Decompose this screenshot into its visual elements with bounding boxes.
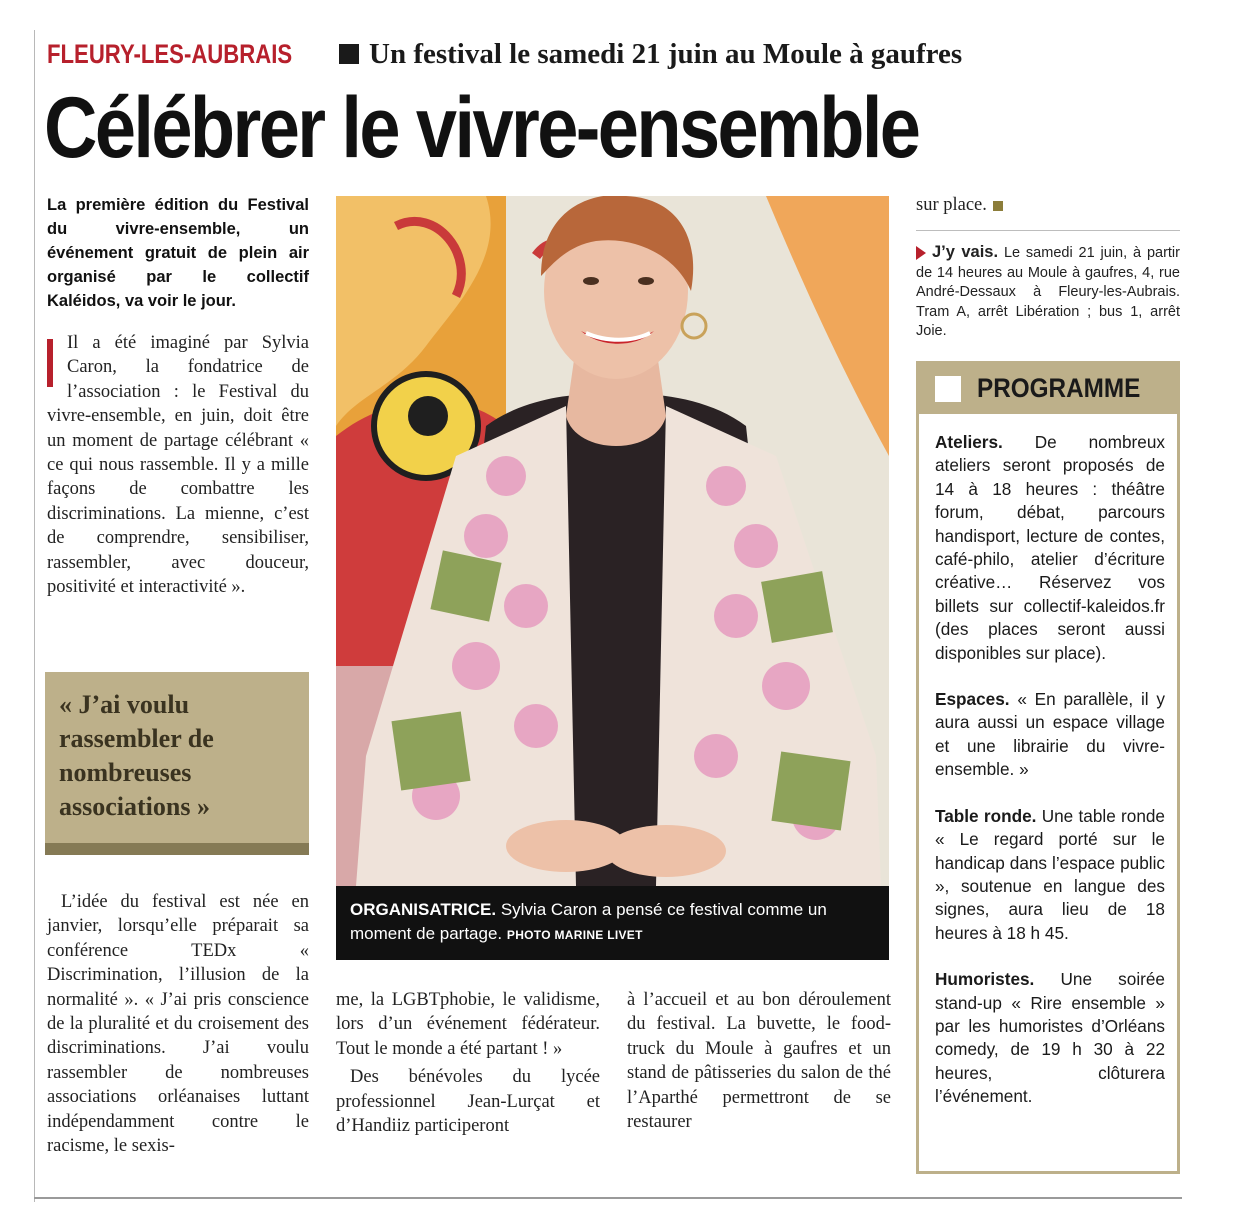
caption-text: Sylvia Caron a pensé ce festival comme un moment de partage.	[350, 900, 827, 943]
photo-credit: PHOTO MARINE LIVET	[506, 928, 643, 942]
body-column-3	[627, 988, 891, 1134]
pull-quote-box	[45, 672, 309, 844]
kicker-square-icon	[339, 44, 359, 64]
dropcap-letter: I	[67, 333, 74, 353]
standfirst: La première édition du Festival du vivre-ensemble, un événement gratuit de plein air organisé par le collectif Kaléidos, va voir le jour.	[47, 196, 309, 310]
bottom-rule	[34, 1197, 1182, 1199]
practical-info	[916, 243, 1180, 342]
sidebar-rule	[916, 230, 1180, 231]
body-column-1-bottom	[47, 890, 309, 1158]
body-text-2: L’idée du festival est née en janvier, lorsqu’elle préparait sa conférence TEDx « Discrimination, l’illusion de la normalité ». « J’ai pris conscience de la pluralité et du croisement des discriminations. J’ai voulu rassembler de nombreuses associations orléanaises luttant indépendamment contre le racisme, le sexis-	[47, 892, 309, 1157]
pull-quote-bar	[45, 843, 309, 855]
body-text-6: sur place.	[916, 195, 987, 215]
body-column-4-top	[916, 195, 1003, 216]
programme-item: Humoristes. Une soirée stand-up « Rire ensemble » par les humoristes d’Orléans comedy, de 19 h 30 à 22 heures, clôturera l’événement.	[935, 969, 1165, 1107]
programme-item: Ateliers. De nombreux ateliers seront proposés de 14 à 18 heures : théâtre forum, débat, parcours handisport, lecture de contes, café-philo, atelier d’écriture créative… Réservez vos billets sur collectif-kaleidos.fr (des places seront aussi disponibles sur place).	[935, 432, 1165, 663]
left-margin-rule	[34, 30, 35, 1202]
end-of-article-icon	[993, 201, 1003, 211]
programme-header	[919, 364, 1177, 414]
programme-item: Espaces. « En parallèle, il y aura aussi un espace village et une librairie du vivre-ensemble. »	[935, 689, 1165, 780]
caption-label: ORGANISATRICE.	[350, 900, 497, 919]
portrait-illustration	[336, 196, 889, 886]
programme-title: PROGRAMME	[977, 373, 1141, 403]
programme-item: Table ronde. Une table ronde « Le regard porté sur le handicap dans l’espace public », soutenue en langue des signes, aura lieu de 18 heures à 18 h 45.	[935, 805, 1165, 943]
body-text-1: l a été imaginé par Sylvia Caron, la fondatrice de l’association : le Festival du vivre-ensemble, en juin, doit être un moment de partage célébrant « ce qui nous rassemble. Il y a mille façons de combattre les discriminations. La mienne, c’est de comprendre, sensibiliser, rassembler, avec douceur, positivité et interactivité ».	[47, 333, 309, 598]
portrait-photo	[336, 196, 889, 886]
practical-text: Le samedi 21 juin, à partir de 14 heures au Moule à gaufres, 4, rue André-Dessaux à Fleury-les-Aubrais. Tram A, arrêt Libération ; bus 1, arrêt Joie.	[916, 245, 1180, 339]
kicker	[47, 34, 962, 74]
programme-square-icon	[935, 376, 961, 402]
body-column-1-top	[47, 331, 309, 599]
body-text-4: Des bénévoles du lycée professionnel Jean-Lurçat et d’Handiiz participeront	[336, 1067, 600, 1137]
body-column-2	[336, 988, 600, 1138]
body-text-3: me, la LGBTphobie, le validisme, lors d’un événement fédérateur. Tout le monde a été partant ! »	[336, 990, 600, 1059]
pull-quote: « J’ai voulu rassembler de nombreuses associations »	[59, 690, 214, 821]
practical-label: J’y vais.	[932, 243, 999, 261]
kicker-location: FLEURY-LES-AUBRAIS	[47, 38, 293, 69]
kicker-subtitle: Un festival le samedi 21 juin au Moule à gaufres	[369, 37, 963, 70]
photo-caption	[336, 886, 889, 960]
headline: Célébrer le vivre-ensemble	[44, 80, 919, 176]
body-text-5: à l’accueil et au bon déroulement du festival. La buvette, le food-truck du Moule à gaufres et un stand de pâtisseries du salon de thé l’Aparthé permettront de se restaurer	[627, 990, 891, 1133]
programme-box	[916, 361, 1180, 1174]
programme-list	[935, 431, 1165, 1132]
dropcap-bar	[47, 339, 53, 387]
arrow-right-icon	[916, 246, 926, 260]
